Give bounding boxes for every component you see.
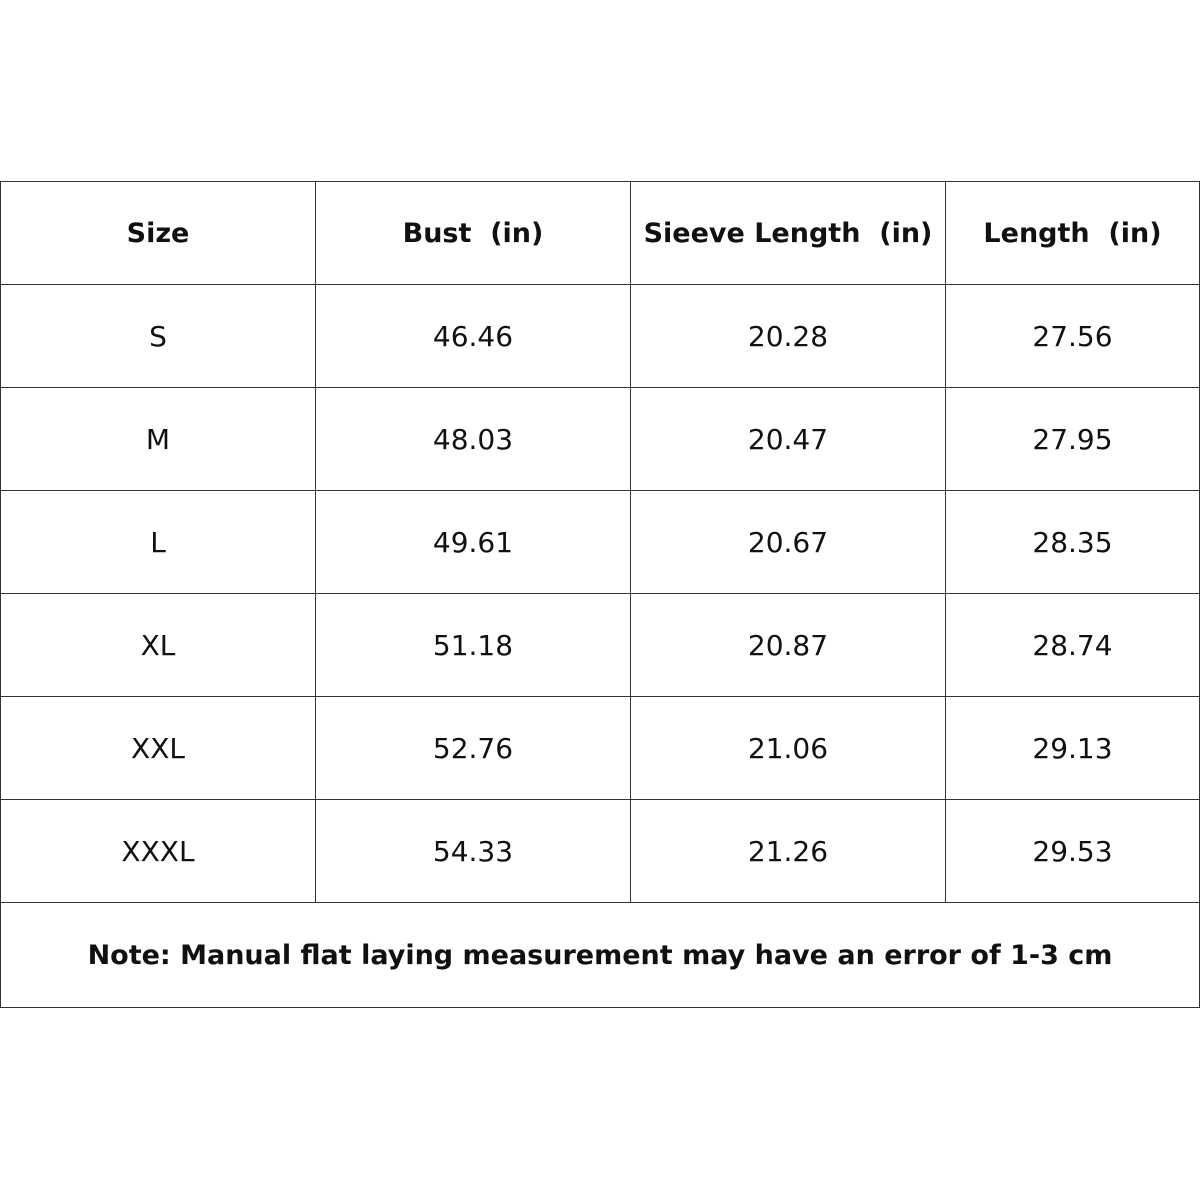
cell-length: 29.53: [946, 800, 1200, 903]
cell-bust: 51.18: [316, 594, 631, 697]
header-length: Length (in): [946, 182, 1200, 285]
header-bust: Bust (in): [316, 182, 631, 285]
cell-sleeve-length: 20.87: [631, 594, 946, 697]
cell-bust: 48.03: [316, 388, 631, 491]
cell-sleeve-length: 21.06: [631, 697, 946, 800]
table-row: [1, 594, 1200, 697]
table-row: [1, 800, 1200, 903]
cell-size: XXXL: [1, 800, 316, 903]
cell-bust: 46.46: [316, 285, 631, 388]
table-row: [1, 697, 1200, 800]
measurement-note: Note: Manual flat laying measurement may have an error of 1-3 cm: [1, 903, 1200, 1008]
header-row: [1, 182, 1200, 285]
size-chart-table: [0, 181, 1200, 1008]
cell-size: M: [1, 388, 316, 491]
cell-length: 28.35: [946, 491, 1200, 594]
cell-size: L: [1, 491, 316, 594]
cell-sleeve-length: 20.28: [631, 285, 946, 388]
cell-size: S: [1, 285, 316, 388]
header-sleeve-length: Sieeve Length (in): [631, 182, 946, 285]
cell-sleeve-length: 21.26: [631, 800, 946, 903]
table-row: [1, 388, 1200, 491]
cell-bust: 49.61: [316, 491, 631, 594]
cell-bust: 52.76: [316, 697, 631, 800]
cell-bust: 54.33: [316, 800, 631, 903]
cell-sleeve-length: 20.47: [631, 388, 946, 491]
cell-length: 27.56: [946, 285, 1200, 388]
cell-sleeve-length: 20.67: [631, 491, 946, 594]
cell-length: 28.74: [946, 594, 1200, 697]
cell-size: XXL: [1, 697, 316, 800]
table-row: [1, 285, 1200, 388]
cell-length: 29.13: [946, 697, 1200, 800]
cell-size: XL: [1, 594, 316, 697]
table-row: [1, 491, 1200, 594]
cell-length: 27.95: [946, 388, 1200, 491]
note-row: [1, 903, 1200, 1008]
header-size: Size: [1, 182, 316, 285]
